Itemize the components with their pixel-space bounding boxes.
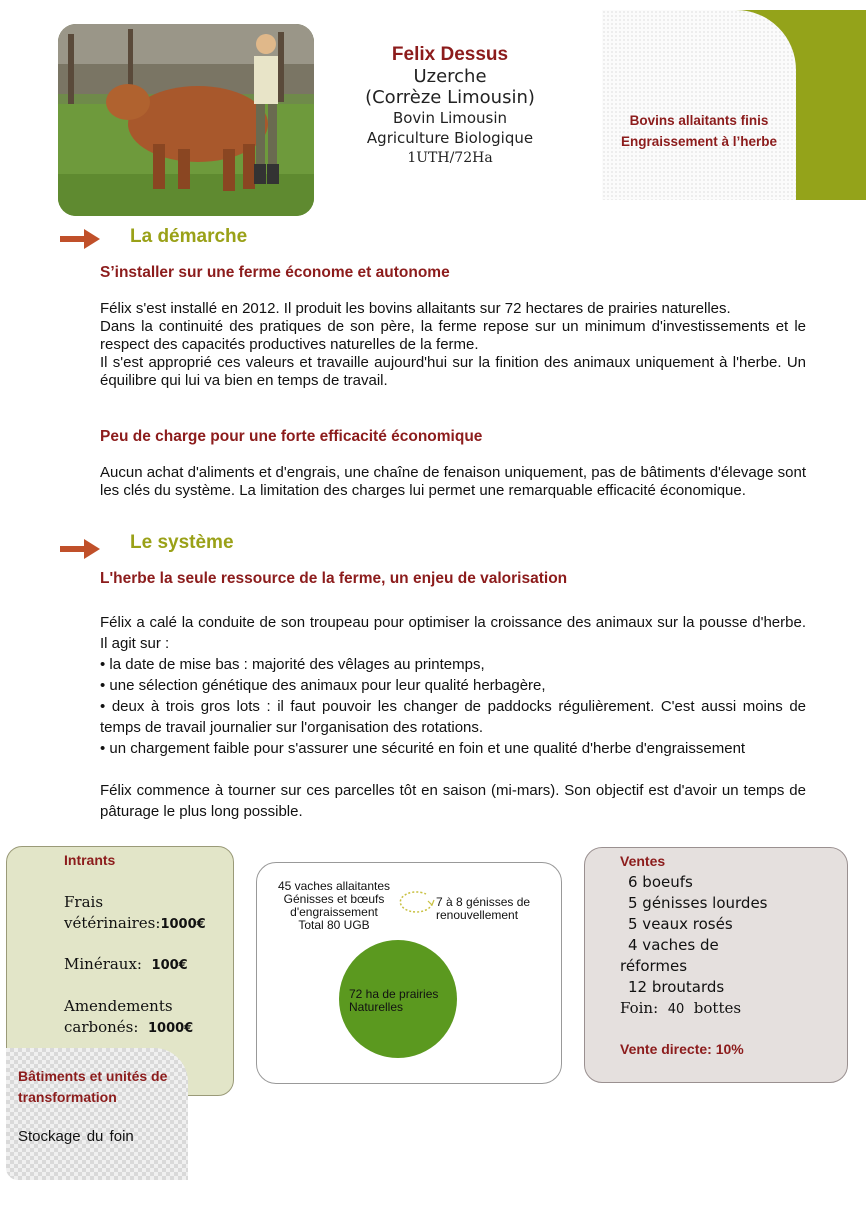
farmer-name: Felix Dessus: [391, 44, 509, 65]
ventes-list: [620, 872, 840, 1020]
bullet-item: • deux à trois gros lots : il faut pouvoir les changer de paddocks régulièrement. C'est aussi moins de temps de travail journalier sur l'organisation des rotations.: [100, 698, 806, 736]
farmer-cow-photo: [58, 24, 314, 216]
paragraph-line: Félix commence à tourner sur ces parcelles tôt en saison (mi-mars). Son objectif est d'avoir un temps de pâturage le plus long possible.: [100, 782, 806, 820]
frais-label: Frais: [64, 893, 104, 911]
photo-illustration: [58, 24, 314, 216]
herd-line-2: Génisses et bœufs: [283, 892, 385, 906]
bullet-item: • un chargement faible pour s'assurer une sécurité en foin et une qualité d'herbe d'engraissement: [100, 740, 746, 757]
region: (Corrèze Limousin): [365, 87, 535, 108]
paragraph-demarche: [100, 300, 806, 390]
herd-description: [266, 880, 402, 932]
foin-unit: bottes: [693, 999, 742, 1017]
frais-value: 1000€: [160, 917, 206, 932]
paragraph-line: Félix s'est installé en 2012. Il produit les bovins allaitants sur 72 hectares de prairies naturelles.: [100, 300, 731, 317]
intrants-amendements: [64, 996, 193, 1039]
section-title-demarche: La démarche: [130, 226, 248, 247]
vente-vaches-suite: réformes: [620, 957, 688, 975]
farming-mode: Agriculture Biologique: [366, 129, 534, 147]
vente-directe: Vente directe: 10%: [620, 1041, 744, 1057]
mineraux-label: Minéraux:: [64, 955, 142, 973]
spacer: [100, 759, 806, 780]
vente-foin: [620, 998, 840, 1020]
tag-line-1: Bovins allaitants finis: [629, 113, 769, 128]
intrants-mineraux: [64, 955, 188, 973]
paragraph-charges: [100, 464, 806, 500]
arrow-right-icon: [58, 536, 102, 562]
subheading-herbe: L'herbe la seule ressource de la ferme, un enjeu de valorisation: [100, 570, 568, 587]
farmer-identity: [330, 44, 570, 168]
frais-label-2: vétérinaires:: [64, 914, 161, 932]
amend-label: Amendements: [64, 997, 173, 1015]
renew-line-2: renouvellement: [436, 908, 519, 922]
subheading-charges: Peu de charge pour une forte efficacité économique: [100, 428, 483, 445]
foin-label: Foin:: [620, 999, 659, 1017]
paragraph-systeme: [100, 612, 806, 822]
herd-line-3: d'engraissement: [290, 905, 378, 919]
ventes-title: Ventes: [620, 853, 666, 869]
section-title-systeme: Le système: [130, 532, 234, 553]
mineraux-value: 100€: [151, 958, 188, 973]
bullet-item: • une sélection génétique des animaux pour leur qualité herbagère,: [100, 677, 546, 694]
vente-boeufs: 6 boeufs: [628, 873, 693, 891]
batiments-title: [18, 1066, 167, 1108]
renew-line-1: 7 à 8 génisses de: [436, 895, 531, 909]
cycle-arrow-icon: [398, 890, 438, 916]
vente-vaches: 4 vaches de: [628, 936, 719, 954]
tag-line-2: Engraissement à l’herbe: [620, 134, 778, 149]
arrow-right-icon: [58, 226, 102, 252]
herd-line-1: 45 vaches allaitantes: [277, 879, 391, 893]
land-line-1: 72 ha de prairies: [349, 987, 439, 1001]
vente-veaux: 5 veaux rosés: [628, 915, 733, 933]
intrants-title: Intrants: [64, 852, 116, 868]
corner-panel: [602, 10, 796, 200]
intrants-frais: [64, 892, 206, 935]
farm-size: 1UTH/72Ha: [407, 150, 493, 166]
renewal-description: [436, 896, 556, 922]
paragraph-line: Dans la continuité des pratiques de son père, la ferme repose sur un minimum d'investissements et le respect des capacités productives naturelles de la ferme.: [100, 318, 806, 353]
bullet-item: • la date de mise bas : majorité des vêlages au printemps,: [100, 656, 485, 673]
vente-genisses: 5 génisses lourdes: [628, 894, 768, 912]
production-tag: [602, 110, 796, 152]
amend-value: 1000€: [147, 1021, 194, 1036]
amend-line: [64, 1017, 193, 1039]
prairie-label: [349, 988, 459, 1014]
town: Uzerche: [413, 66, 487, 87]
subheading-installation: S’installer sur une ferme économe et autonome: [100, 264, 450, 281]
batiments-title-1: Bâtiments et unités de: [18, 1068, 168, 1084]
land-line-2: Naturelles: [349, 1000, 404, 1014]
herd-line-4: Total 80 UGB: [298, 918, 370, 932]
foin-value: 40: [667, 1002, 685, 1017]
vente-broutards: 12 broutards: [628, 978, 725, 996]
amend-label-2: carbonés:: [64, 1018, 139, 1036]
batiments-text: Stockage du foin: [18, 1128, 134, 1145]
breed: Bovin Limousin: [392, 109, 508, 127]
frais-line: [64, 913, 206, 935]
paragraph-line: Il s'est approprié ces valeurs et travaille aujourd'hui sur la finition des animaux uniquement à l'herbe. Un équilibre qui lui va bien en temps de travail.: [100, 354, 806, 389]
paragraph-line: Aucun achat d'aliments et d'engrais, une chaîne de fenaison uniquement, pas de bâtiments d'élevage sont les clés du système. La limitation des charges lui permet une remarquable efficacité économique.: [100, 464, 806, 499]
paragraph-line: Félix a calé la conduite de son troupeau pour optimiser la croissance des animaux sur la pousse d'herbe. Il agit sur :: [100, 614, 806, 652]
batiments-title-2: transformation: [18, 1089, 117, 1105]
